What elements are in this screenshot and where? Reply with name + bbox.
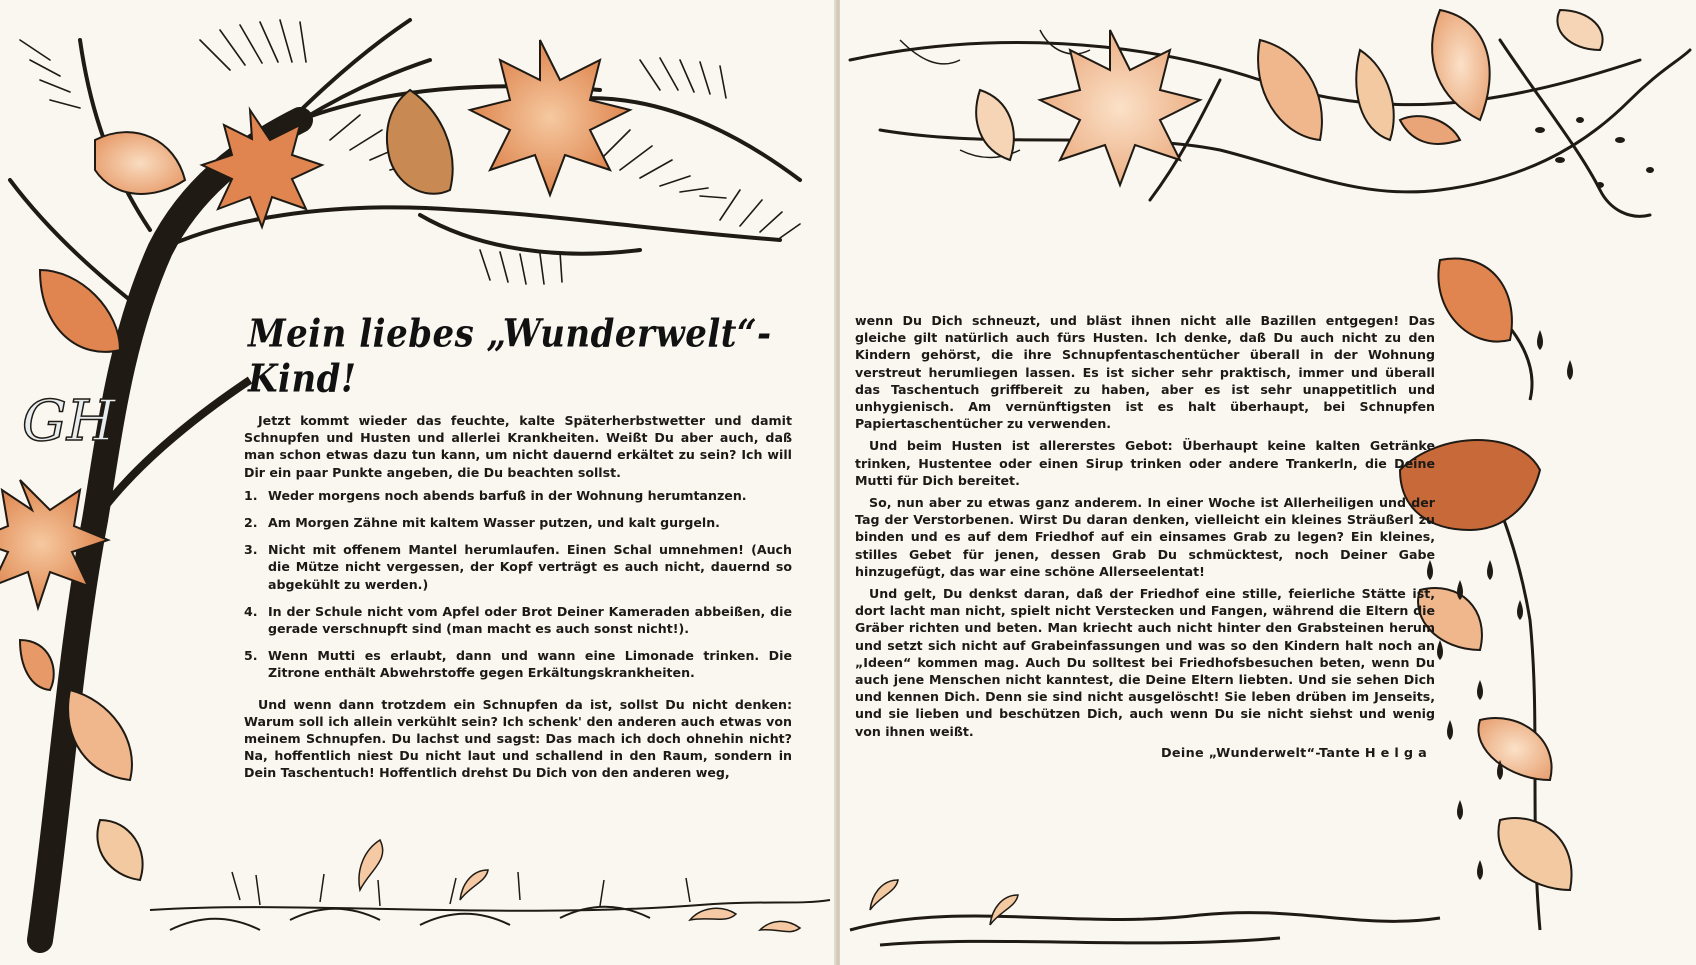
monogram-logo: GH <box>22 389 116 454</box>
list-item: 2. Am Morgen Zähne mit kaltem Wasser putzen, und kalt gurgeln. <box>244 515 720 531</box>
list-item: 3. Nicht mit offenem Mantel herumlaufen. Einen Schal umnehmen! (Auch die Mütze nicht vergessen, der Kopf verträgt es auch nicht, dauernd so abgekühlt zu werden.) <box>244 542 792 592</box>
intro-paragraph: Jetzt kommt wieder das feuchte, kalte Späterherbstwetter und damit Schnupfen und Husten und allerlei Krankheiten. Weißt Du aber auch, daß man schon etwas dazu tun kann, um nicht dauernd erkältet zu sein? Ich will Dir ein paar Punkte angeben, die Du beachten sollst. <box>244 413 792 480</box>
letter-right-column <box>855 312 1435 761</box>
letter-title: Mein liebes „Wunderwelt“-Kind! <box>248 312 772 402</box>
closing-paragraph: Und wenn dann trotzdem ein Schnupfen da ist, sollst Du nicht denken: Warum soll ich allein verkühlt sein? Ich schenk' den anderen auch etwas von meinem Schnupfen. Du lachst und sagst: Das mach ich doch ohnehin nicht? Na, hoffentlich niest Du nicht laut und schallend in den Raum, sondern in Dein Taschentuch! Hoffentlich drehst Du Dich von den anderen weg, <box>244 696 792 781</box>
list-item: 4. In der Schule nicht vom Apfel oder Brot Deiner Kameraden abbeißen, die gerade verschnupft sind (man macht es auch sonst nicht!). <box>244 603 792 637</box>
continued-paragraph: wenn Du Dich schneuzt, und bläst ihnen nicht alle Bazillen entgegen! Das gleiche gilt natürlich auch fürs Husten. Ich denke, daß Du auch nicht zu den Kindern gehörst, die ihre Schnupfentaschentücher überall in der Wohnung verstreut herumliegen lassen. Es ist sicher sehr praktisch, immer und überall das Taschentuch griffbereit zu haben, aber es ist sehr unappetitlich und unhygienisch. Am vernünftigsten ist es halt überhaupt, bei Schnupfen Papiertaschentücher zu verwenden. <box>855 313 1435 432</box>
health-tips-list <box>244 487 792 682</box>
coughing-paragraph: Und beim Husten ist allererstes Gebot: Überhaupt keine kalten Getränke trinken, Hustentee oder einen Sirup trinken oder andere Trankerln, die Deine Mutti für Dich bereitet. <box>855 438 1435 488</box>
all-saints-paragraph: So, nun aber zu etwas ganz anderem. In einer Woche ist Allerheiligen und der Tag der Verstorbenen. Wirst Du daran denken, vielleicht ein kleines Sträußerl zu binden und es auf dem Friedhof auf ein einsames Grab zu legen? Ein kleines, stilles Gebet für jenen, dessen Grab Du schmücktest, noch Deiner Gabe hinzugefügt, das war eine schöne Allerseelentat! <box>855 495 1435 579</box>
right-page <box>840 0 1696 965</box>
letter-left-column <box>244 312 792 787</box>
signature: Deine „Wunderwelt“-Tante H e l g a <box>1161 745 1427 761</box>
list-item: 5. Wenn Mutti es erlaubt, dann und wann eine Limonade trinken. Die Zitrone enthält Abwehrstoffe gegen Erkältungskrankheiten. <box>244 648 792 681</box>
list-item: 1. Weder morgens noch abends barfuß in der Wohnung herumtanzen. <box>244 487 747 503</box>
cemetery-paragraph: Und gelt, Du denkst daran, daß der Friedhof eine stille, feierliche Stätte ist, dort lacht man nicht, spielt nicht Verstecken und Fangen, während die Eltern die Gräber richten und beten. Man kriecht auch nicht hinter den Grabsteinen herum und setzt sich nicht auf Grabeinfassungen und was so den Kindern halt noch an „Ideen“ kommen mag. Auch Du solltest bei Friedhofsbesuchen beten, wenn Du auch jene Menschen nicht kanntest, die Deine Eltern liebten. Und sie sehen Dich und kennen Dich. Denn sie sind nicht ausgelöscht! Sie leben drüben im Jenseits, und sie lieben und beschützen Dich, auch wenn Du sie nicht siehst und wenig von ihnen weißt. <box>855 586 1435 739</box>
left-page <box>0 0 836 965</box>
